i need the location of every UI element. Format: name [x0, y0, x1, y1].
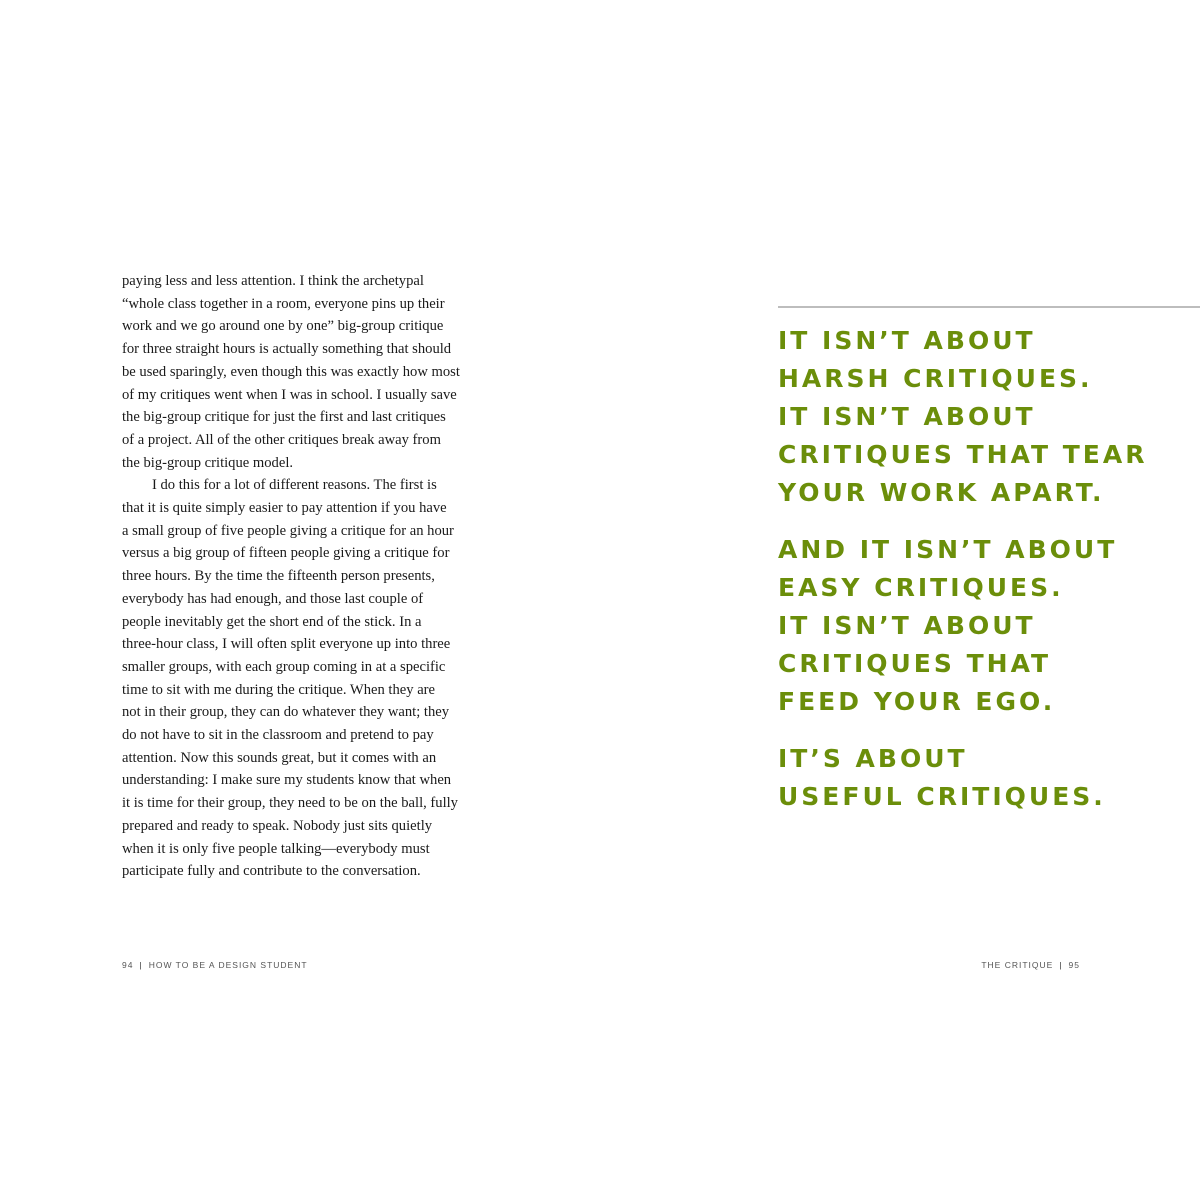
- body-line: work and we go around one by one” big-group critique: [122, 318, 444, 335]
- body-text: [122, 270, 522, 883]
- body-line: three-hour class, I will often split everyone up into three: [122, 636, 451, 653]
- pull-quote-line: CRITIQUES THAT TEAR: [778, 440, 1148, 469]
- body-line: understanding: I make sure my students know that when: [122, 772, 452, 789]
- body-line: of my critiques went when I was in school. I usually save: [122, 386, 457, 403]
- pull-quote-rule: [778, 306, 1200, 308]
- body-line: participate fully and contribute to the conversation.: [122, 863, 421, 880]
- left-page-footer: [122, 960, 308, 970]
- body-line: three hours. By the time the fifteenth person presents,: [122, 568, 435, 585]
- body-line: be used sparingly, even though this was exactly how most: [122, 363, 460, 380]
- footer-separator: |: [1059, 960, 1063, 970]
- body-line: a small group of five people giving a critique for an hour: [122, 522, 454, 539]
- page-number-left: 94: [122, 960, 134, 970]
- body-line: “whole class together in a room, everyone pins up their: [122, 295, 445, 312]
- running-head-left: HOW TO BE A DESIGN STUDENT: [148, 960, 308, 970]
- pull-quote-stanza: [778, 322, 1147, 512]
- body-line: of a project. All of the other critiques break away from: [122, 431, 441, 448]
- body-line: the big-group critique model.: [122, 454, 294, 471]
- pull-quote-line: CRITIQUES THAT: [778, 649, 1052, 678]
- pull-quote-line: YOUR WORK APART.: [778, 478, 1105, 507]
- body-line: it is time for their group, they need to be on the ball, fully: [122, 795, 458, 812]
- body-line: versus a big group of fifteen people giving a critique for: [122, 545, 450, 562]
- pull-quote-line: IT ISN’T ABOUT: [778, 611, 1036, 640]
- pull-quote-line: IT ISN’T ABOUT: [778, 402, 1036, 431]
- body-line: smaller groups, with each group coming in at a specific: [122, 658, 446, 675]
- pull-quote-line: HARSH CRITIQUES.: [778, 364, 1093, 393]
- body-line: for three straight hours is actually something that should: [122, 341, 452, 358]
- body-line: when it is only five people talking—everybody must: [122, 840, 430, 857]
- body-line: I do this for a lot of different reasons. The first is: [152, 477, 437, 494]
- body-line: do not have to sit in the classroom and pretend to pay: [122, 727, 434, 744]
- body-line: time to sit with me during the critique. When they are: [122, 681, 436, 698]
- body-line: that it is quite simply easier to pay attention if you have: [122, 500, 447, 517]
- running-head-right: THE CRITIQUE: [981, 960, 1054, 970]
- pull-quote-line: IT ISN’T ABOUT: [778, 326, 1036, 355]
- pull-quote-stanza: [778, 531, 1147, 721]
- body-line: attention. Now this sounds great, but it comes with an: [122, 749, 437, 766]
- body-line: prepared and ready to speak. Nobody just sits quietly: [122, 817, 433, 834]
- right-page-footer: [981, 960, 1080, 970]
- pull-quote-stanza: [778, 740, 1147, 816]
- footer-separator: |: [139, 960, 143, 970]
- pull-quote-line: EASY CRITIQUES.: [778, 573, 1064, 602]
- body-line: everybody has had enough, and those last couple of: [122, 590, 424, 607]
- pull-quote: [778, 322, 1147, 835]
- pull-quote-line: IT’S ABOUT: [778, 744, 968, 773]
- body-line: people inevitably get the short end of the stick. In a: [122, 613, 422, 630]
- pull-quote-line: AND IT ISN’T ABOUT: [778, 535, 1118, 564]
- body-line: not in their group, they can do whatever they want; they: [122, 704, 450, 721]
- pull-quote-line: USEFUL CRITIQUES.: [778, 782, 1106, 811]
- page-number-right: 95: [1068, 960, 1080, 970]
- pull-quote-line: FEED YOUR EGO.: [778, 687, 1056, 716]
- body-line: the big-group critique for just the first and last critiques: [122, 409, 446, 426]
- body-line: paying less and less attention. I think the archetypal: [122, 273, 424, 289]
